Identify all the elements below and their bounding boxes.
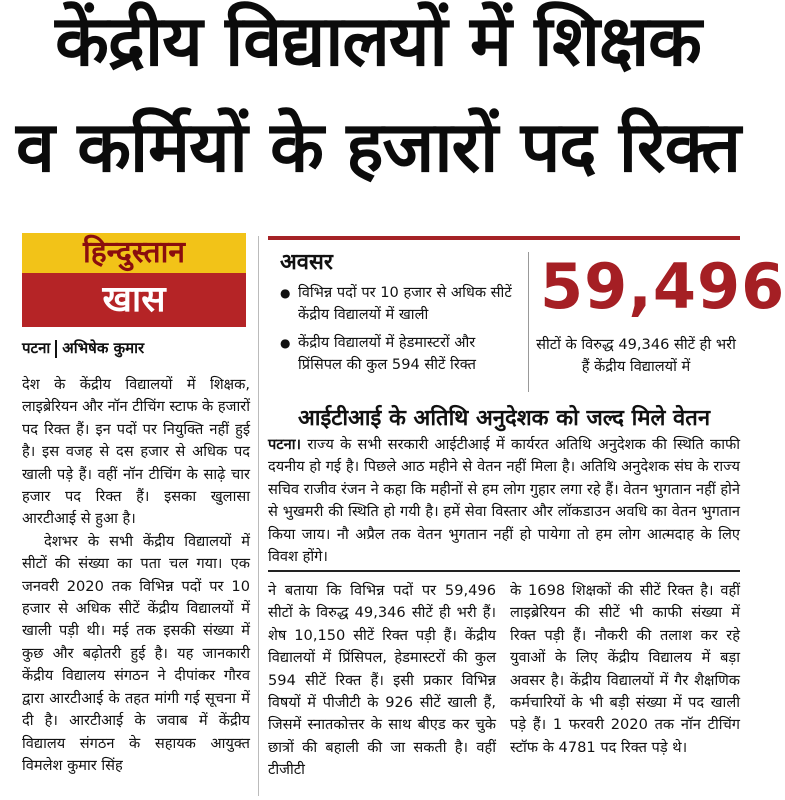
- article-column-2: [268, 580, 496, 782]
- byline-author: अभिषेक कुमार: [62, 339, 145, 357]
- article-column-1: [22, 374, 250, 777]
- section-rule: [268, 570, 740, 572]
- byline: [22, 338, 144, 358]
- brand-name: हिन्दुस्तान: [22, 233, 246, 273]
- avsar-list: [280, 282, 520, 382]
- iti-title: आईटीआई के अतिथि अनुदेशक को जल्द मिले वेतन: [297, 406, 711, 431]
- brand-tag: खास: [22, 273, 246, 327]
- big-number: 59,496: [540, 250, 785, 323]
- avsar-title: अवसर: [280, 250, 333, 275]
- article-column-2-text: ने बताया कि विभिन्न पदों पर 59,496 सीटों के विरुद्ध 49,346 सीटें ही भरी हैं। शेष 10,150 सीटें रिक्त पड़ी हैं। केंद्रीय विद्यालयों में प्रिंसिपल, हेडमास्टरों की कुल 594 सीटें रिक्त हैं। इसी प्रकार विभिन्न विषयों में पीजीटी के 926 सीटें खाली हैं, जिसमें स्नातकोत्तर के साथ बीएड कर चुके छात्रों की बहाली की जा सकती है। वहीं टीजीटी: [268, 582, 496, 779]
- iti-body: राज्य के सभी सरकारी आईटीआई में कार्यरत अतिथि अनुदेशक की स्थिति काफी दयनीय हो गई है। पिछले आठ महीने से वेतन नहीं मिला है। अतिथि अनुदेशक संघ के राज्य सचिव राजीव रंजन ने कहा कि महीनों से हम लोग गुहार लगा रहे हैं। वेतन भुगतान नहीं होने से भुखमरी की स्थिति हो गयी है। हमें सेवा विस्तार और लॉकडाउन अवधि का वेतन भुगतान किया जाय। नौ अप्रैल तक वेतन भुगतान नहीं हो पायेगा तो हम लोग आत्मदाह के लिए विवश होंगे।: [268, 436, 741, 566]
- avsar-item: ● केंद्रीय विद्यालयों में हेडमास्टरों और प्रिंसिपल की कुल 594 सीटें रिक्त: [280, 332, 520, 376]
- byline-divider: [55, 340, 57, 358]
- iti-text: [268, 434, 740, 568]
- article-paragraph-2: देशभर के सभी केंद्रीय विद्यालयों में सीटों की संख्या का पता चल गया। एक जनवरी 2020 तक विभिन्न पदों पर 10 हजार से अधिक सीटें केंद्रीय विद्यालयों में खाली पड़ी थी। मई तक इसकी संख्या में कुछ और बढ़ोतरी हुई है। यह जानकारी केंद्रीय विद्यालय संगठन ने दीपांकर गौरव द्वारा आरटीआई के तहत मांगी गई सूचना में दी है। आरटीआई के जवाब में केंद्रीय विद्यालय संगठन के सहायक आयुक्त विमलेश कुमार सिंह: [22, 532, 250, 774]
- article-column-3-text: के 1698 शिक्षकों की सीटें रिक्त है। वहीं लाइब्रेरियन की सीटें भी काफी संख्या में रिक्त पड़ी हैं। नौकरी की तलाश कर रहे युवाओं के लिए केंद्रीय विद्यालय में बड़ा अवसर है। केंद्रीय विद्यालयों में गैर शैक्षणिक कर्मचारियों के भी बड़ी संख्या में पद खाली पड़े हैं। 1 फरवरी 2020 तक नॉन टीचिंग स्टॉफ के 4781 पद रिक्त पड़े थे।: [510, 582, 740, 756]
- headline-line-2: व कर्मियों के हजारों पद रिक्त: [15, 106, 741, 188]
- column-divider: [258, 236, 259, 796]
- byline-place: पटना: [22, 339, 51, 357]
- brand-badge: [22, 233, 246, 327]
- big-number-caption: सीटों के विरुद्ध 49,346 सीटें ही भरी हैं केंद्रीय विद्यालयों में: [536, 336, 736, 375]
- article-column-3: [510, 580, 740, 759]
- iti-dateline: पटना।: [268, 436, 302, 453]
- avsar-divider: [528, 252, 529, 392]
- article-paragraph-1: देश के केंद्रीय विद्यालयों में शिक्षक, लाइब्रेरियन और नॉन टीचिंग स्टाफ के हजारों पद रिक्त हैं। इन पदों पर नियुक्ति नहीं हुई है। इस वजह से दस हजार से अधिक पद खाली पड़े हैं। वहीं नॉन टीचिंग के साढ़े चार हजार पद रिक्त हैं। इसका खुलासा आरटीआई से हुआ है।: [22, 376, 250, 528]
- avsar-item: ● विभिन्न पदों पर 10 हजार से अधिक सीटें केंद्रीय विद्यालयों में खाली: [280, 282, 520, 326]
- headline-line-1: केंद्रीय विद्यालयों में शिक्षक: [55, 0, 701, 82]
